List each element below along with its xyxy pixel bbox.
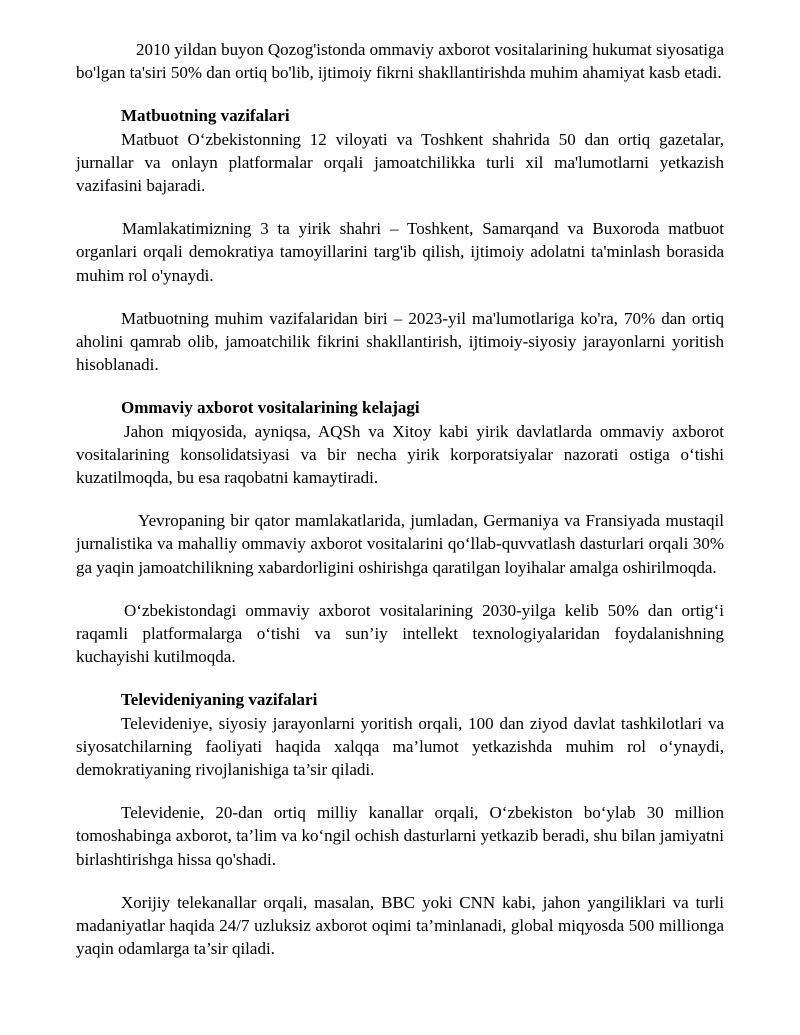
paragraph-matbuot-3: Matbuotning muhim vazifalaridan biri – 2023-yil ma'lumotlariga ko'ra, 70% dan ortiq aholini qamrab olib, jamoatchilik fikrini shakllantirish, ijtimoiy-siyosiy jarayonlarni yoritish hisoblanadi. [76,308,724,375]
paragraph-intro: 2010 yildan buyon Qozog'istonda ommaviy axborot vositalarining hukumat siyosatiga bo'lgan ta'siri 50% dan ortiq bo'lib, ijtimoiy fikrni shakllantirishda muhim ahamiyat kasb etadi. [76,40,724,83]
paragraph-kelajak-2: Yevropaning bir qator mamlakatlarida, jumladan, Germaniya va Fransiyada mustaqil jurnalistika va mahalliy ommaviy axborot vositalarini qo‘llab-quvvatlash dasturlari orqali 30% ga yaqin jamoatchilikning xabardorligini oshirishga qaratilgan loyihalar amalga oshirilmoqda. [76,511,724,577]
paragraph-matbuot-2: Mamlakatimizning 3 ta yirik shahri – Toshkent, Samarqand va Buxoroda matbuot organlari orqali demokratiya tamoyillarini targ'ib qilish, ijtimoiy adolatni ta'minlash borasida muhim rol o'ynaydi. [76,219,724,285]
heading-matbuot-vazifalari: Matbuotning vazifalari [121,106,290,126]
heading-oav-kelajagi: Ommaviy axborot vositalarining kelajagi [121,398,420,418]
paragraph-kelajak-3: O‘zbekistondagi ommaviy axborot vositalarining 2030-yilga kelib 50% dan ortig‘i raqamli platformalarga o‘tishi va sun’iy intellekt texnologiyalaridan foydalanishning kuchayishi kutilmoqda. [76,600,724,667]
paragraph-kelajak-1: Jahon miqyosida, ayniqsa, AQSh va Xitoy kabi yirik davlatlarda ommaviy axborot vositalarining konsolidatsiyasi va bir necha yirik korporatsiyalar nazorati ostiga o‘tishi kuzatilmoqda, bu esa raqobatni kamaytiradi. [76,421,724,488]
paragraph-tv-3: Xorijiy telekanallar orqali, masalan, BBC yoki CNN kabi, jahon yangiliklari va turli madaniyatlar haqida 24/7 uzluksiz axborot oqimi ta’minlanadi, global miqyosda 500 millionga yaqin odamlarga ta’sir qiladi. [76,892,724,959]
paragraph-tv-1: Televideniye, siyosiy jarayonlarni yoritish orqali, 100 dan ziyod davlat tashkilotlari va siyosatchilarning faoliyati haqida xalqqa ma’lumot yetkazishda muhim rol o‘ynaydi, demokratiyaning rivojlanishiga ta’sir qiladi. [76,713,724,780]
document-page [76,38,724,961]
heading-televideniya-vazifalari: Televideniyaning vazifalari [121,690,318,710]
paragraph-tv-2: Televidenie, 20-dan ortiq milliy kanallar orqali, O‘zbekiston bo‘ylab 30 million tomoshabinga axborot, ta’lim va ko‘ngil ochish dasturlarni yetkazib beradi, shu bilan jamiyatni birlashtirishga hissa qo'shadi. [76,803,724,869]
paragraph-matbuot-1: Matbuot O‘zbekistonning 12 viloyati va Toshkent shahrida 50 dan ortiq gazetalar, jurnallar va onlayn platformalar orqali jamoatchilikka turli xil ma'lumotlarni yetkazish vazifasini bajaradi. [76,129,724,196]
